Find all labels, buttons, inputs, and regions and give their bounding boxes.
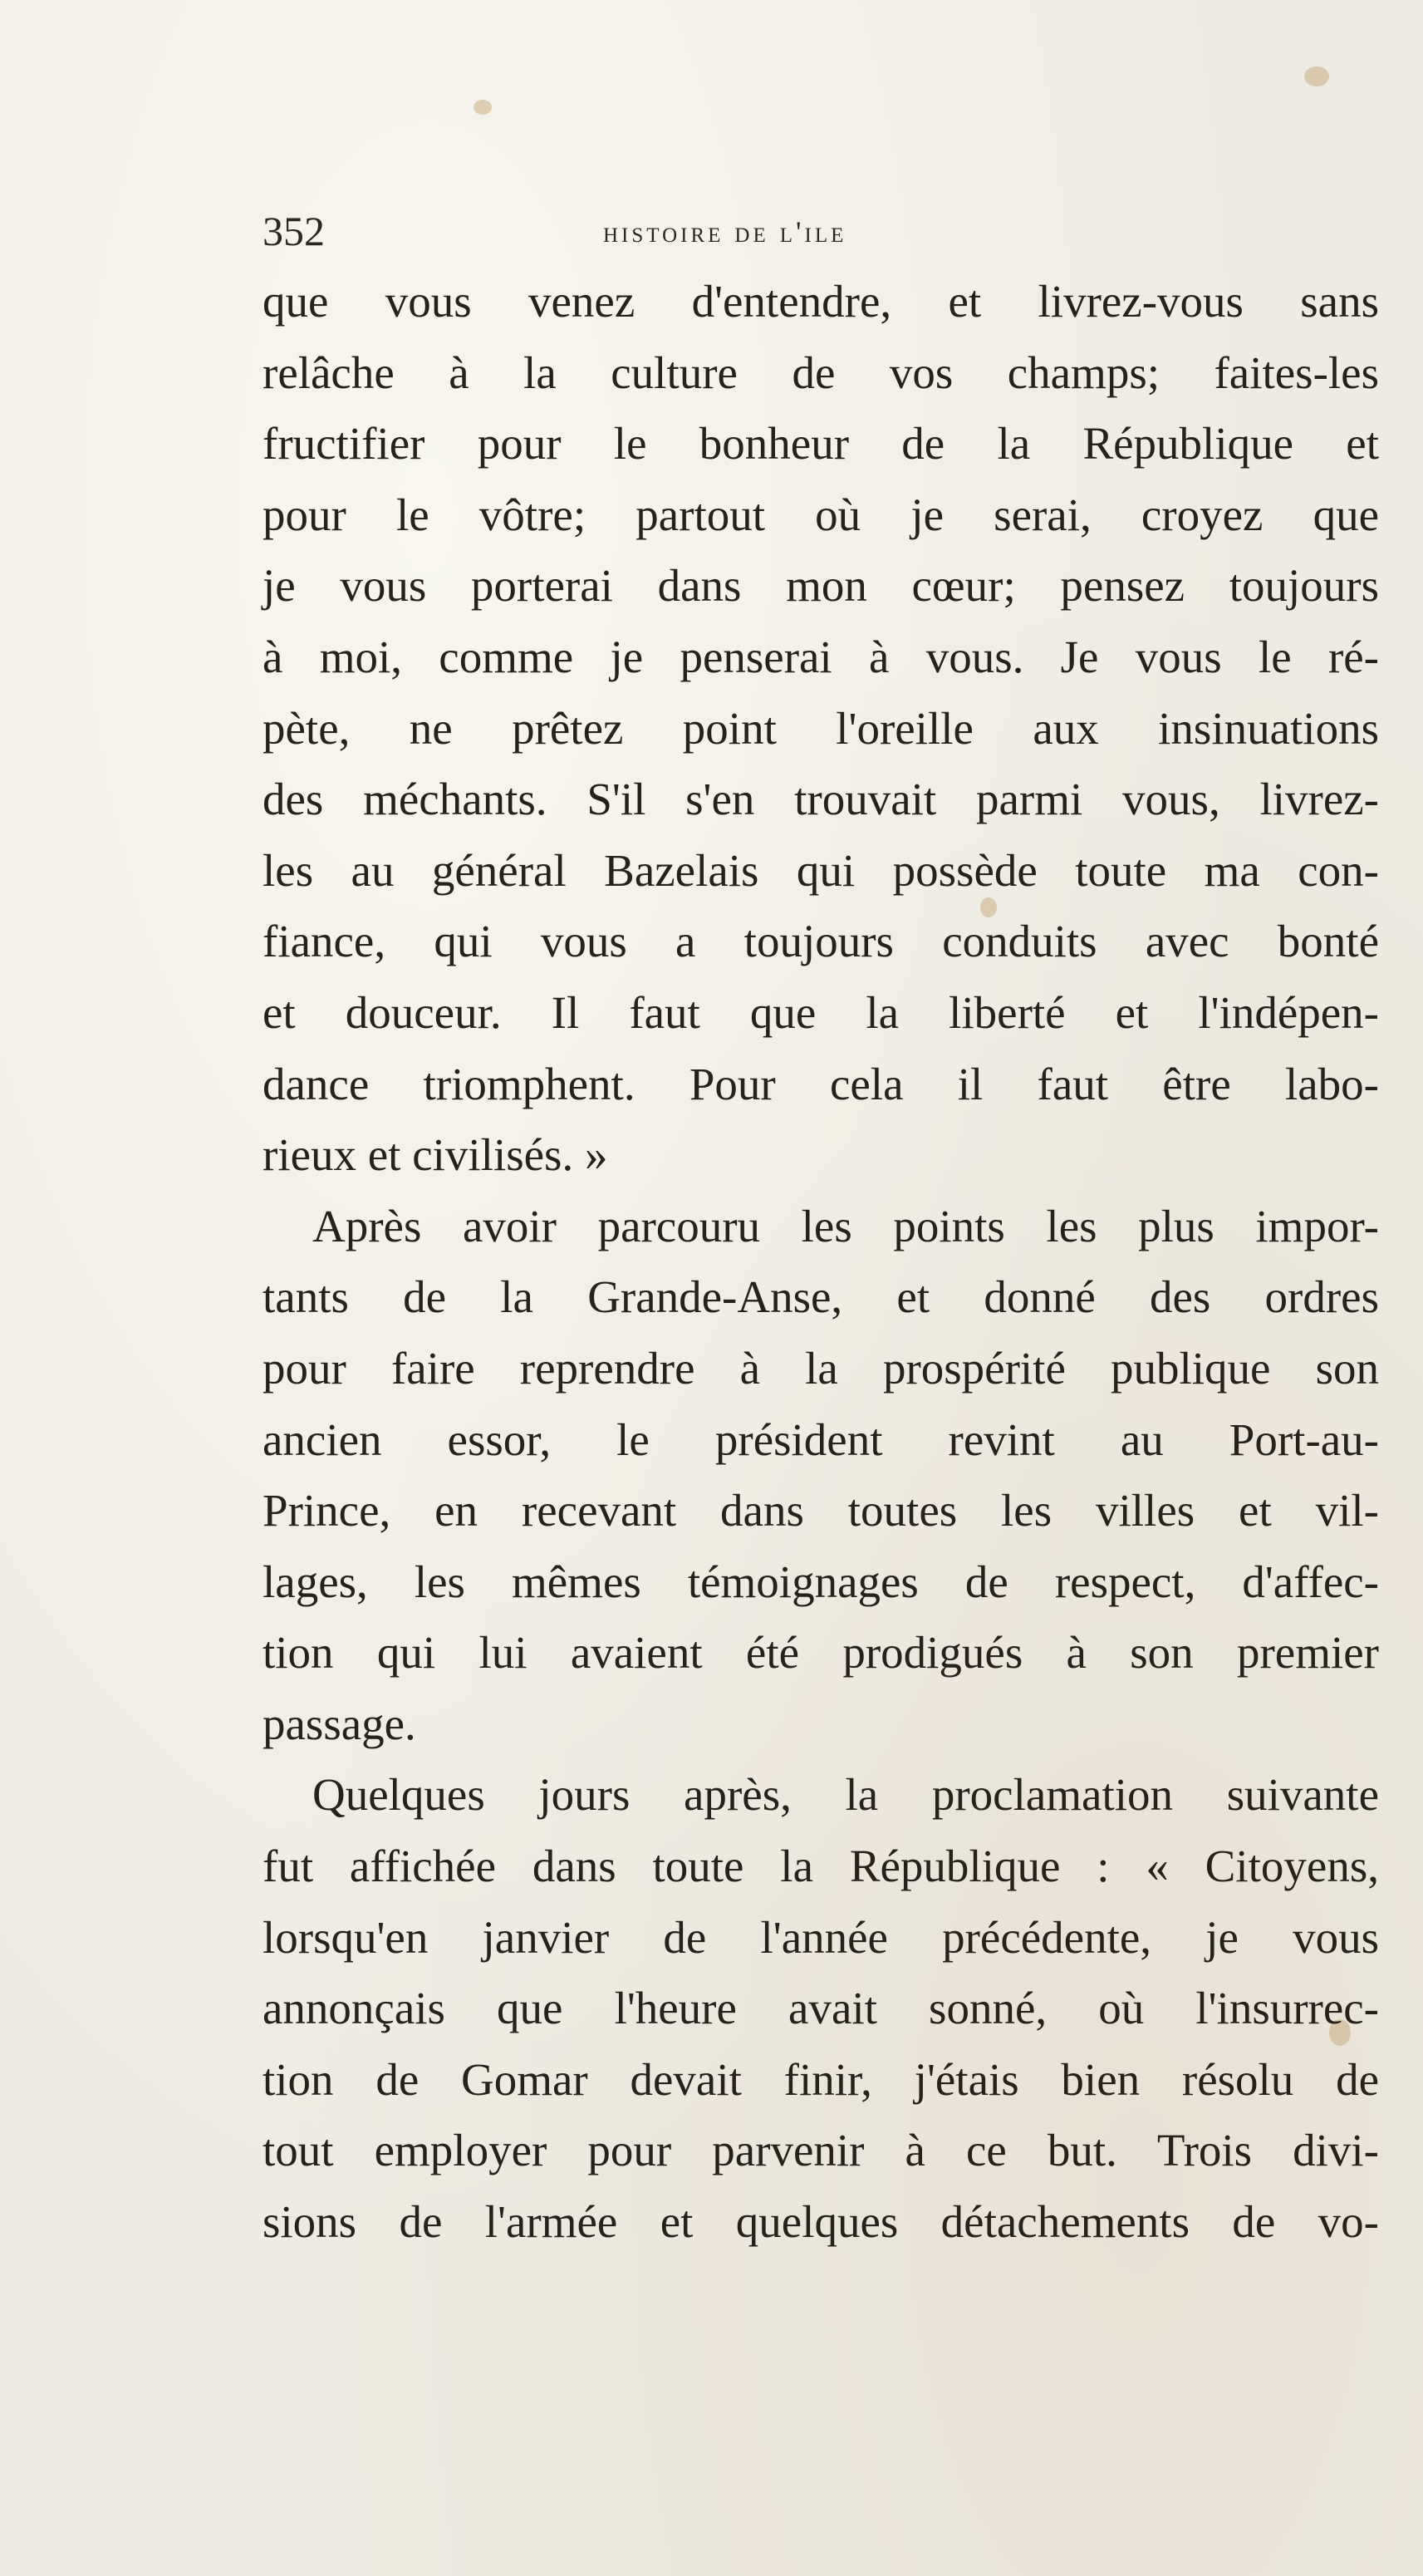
page-header	[263, 206, 1379, 256]
text-line: à moi, comme je penserai à vous. Je vous le ré-	[263, 631, 1379, 682]
text-line: tion de Gomar devait finir, j'étais bien résolu de	[263, 2053, 1379, 2105]
foxing-spot	[1304, 66, 1329, 86]
text-line: tout employer pour parvenir à ce but. Trois divi-	[263, 2125, 1379, 2176]
text-line: passage.	[263, 1698, 416, 1749]
text-line: dance triomphent. Pour cela il faut être labo-	[263, 1058, 1379, 1109]
text-line: Prince, en recevant dans toutes les villes et vil-	[263, 1485, 1379, 1536]
text-line: fiance, qui vous a toujours conduits avec bonté	[263, 916, 1379, 967]
text-line: relâche à la culture de vos champs; faites-les	[263, 347, 1379, 398]
text-line: pour le vôtre; partout où je serai, croyez que	[263, 489, 1379, 540]
text-line: pour faire reprendre à la prospérité publique son	[263, 1342, 1379, 1394]
text-line: des méchants. S'il s'en trouvait parmi vous, livrez-	[263, 774, 1379, 825]
text-line: sions de l'armée et quelques détachements de vo-	[263, 2196, 1379, 2248]
text-line: annonçais que l'heure avait sonné, où l'insurrec-	[263, 1983, 1379, 2034]
running-head: histoire de l'ile	[603, 215, 847, 248]
foxing-spot	[474, 100, 492, 115]
page-number: 352	[263, 208, 325, 254]
text-line: et douceur. Il faut que la liberté et l'indépen-	[263, 986, 1379, 1038]
text-line: je vous porterai dans mon cœur; pensez toujours	[263, 560, 1379, 612]
text-line: rieux et civilisés. »	[263, 1129, 608, 1181]
text-line: que vous venez d'entendre, et livrez-vous sans	[263, 276, 1379, 327]
text-line: tants de la Grande-Anse, et donné des ordres	[263, 1271, 1379, 1323]
text-line: Après avoir parcouru les points les plus impor-	[312, 1200, 1379, 1251]
text-line: lages, les mêmes témoignages de respect, d'affec-	[263, 1556, 1379, 1607]
body-text	[263, 266, 1379, 2258]
text-line: pète, ne prêtez point l'oreille aux insinuations	[263, 702, 1379, 754]
text-line: tion qui lui avaient été prodigués à son premier	[263, 1627, 1379, 1679]
text-line: lorsqu'en janvier de l'année précédente, je vous	[263, 1911, 1379, 1963]
text-line: Quelques jours après, la proclamation suivante	[312, 1769, 1379, 1821]
text-line: ancien essor, le président revint au Port-au-	[263, 1413, 1379, 1465]
text-line: fut affichée dans toute la République : « Citoyens,	[263, 1841, 1379, 1892]
text-line: fructifier pour le bonheur de la République et	[263, 418, 1379, 469]
text-line: les au général Bazelais qui possède toute ma con-	[263, 844, 1379, 896]
